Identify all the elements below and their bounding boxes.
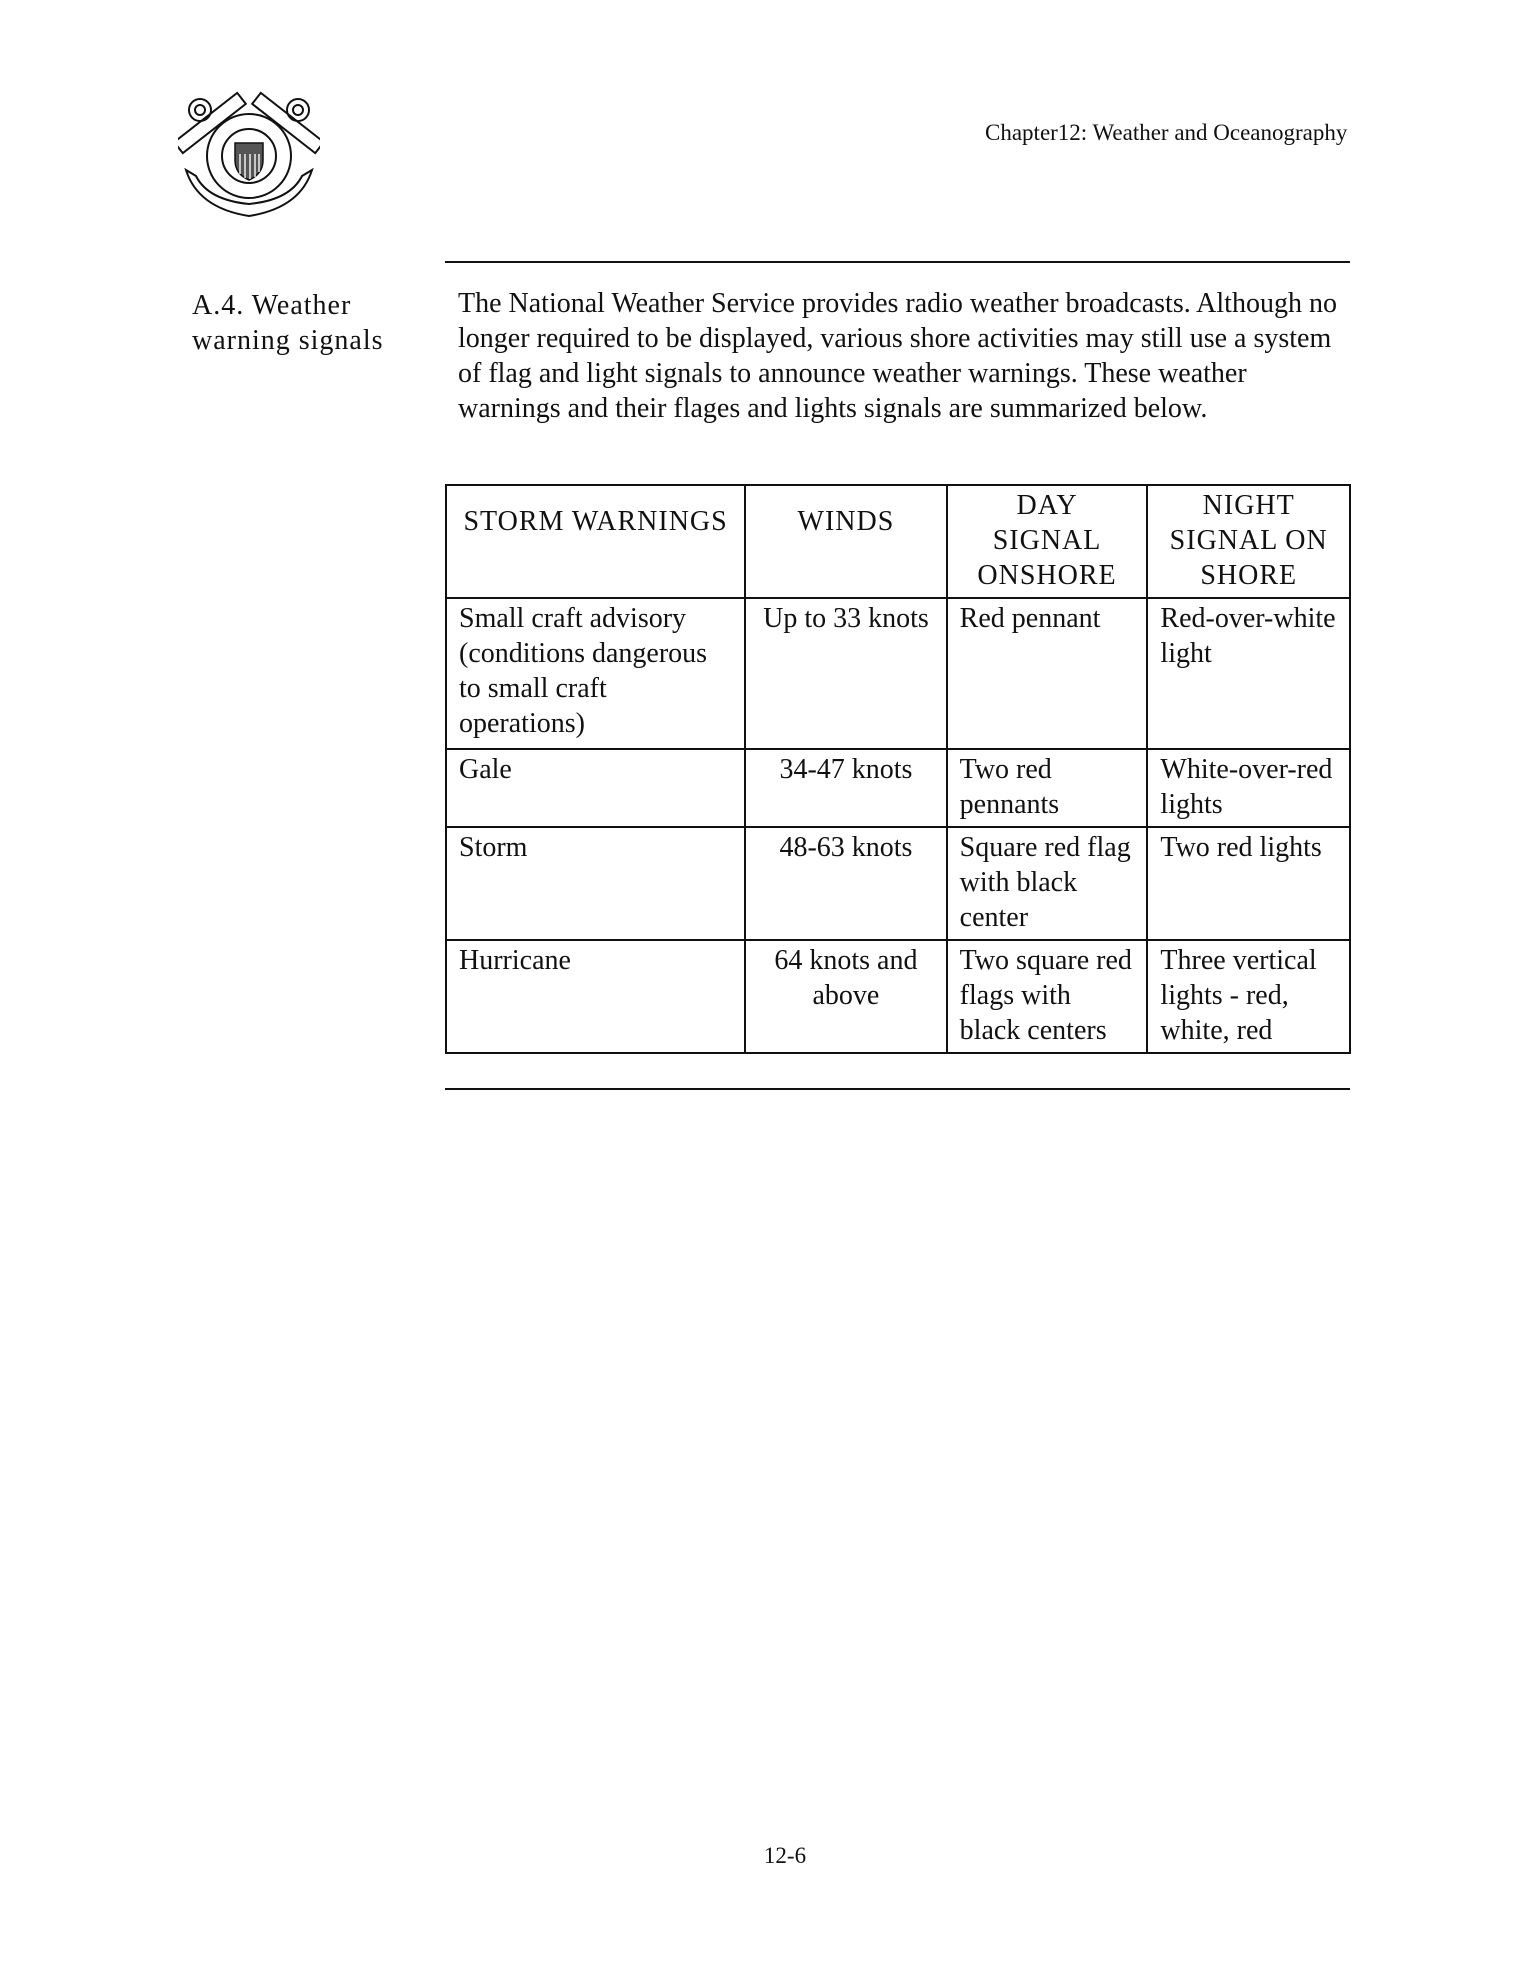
table-cell: Gale	[446, 749, 745, 827]
table-row	[446, 940, 1350, 1053]
table-cell: Square red flag with black center	[947, 827, 1148, 940]
bottom-divider	[445, 1088, 1350, 1090]
table-row	[446, 827, 1350, 940]
storm-warnings-table	[445, 484, 1351, 1054]
section-heading	[192, 288, 412, 358]
table-cell: Hurricane	[446, 940, 745, 1053]
table-cell: Red pennant	[947, 598, 1148, 749]
table-cell: 64 knots and above	[745, 940, 946, 1053]
chapter-title: Chapter12: Weather and Oceanography	[985, 120, 1348, 145]
table-cell: Up to 33 knots	[745, 598, 946, 749]
table-cell: Red-over-white light	[1147, 598, 1350, 749]
column-header: WINDS	[745, 485, 946, 598]
page-number: 12-6	[763, 1843, 807, 1868]
table-row	[446, 749, 1350, 827]
top-divider	[445, 261, 1350, 263]
table-cell: Three vertical lights - red, white, red	[1147, 940, 1350, 1053]
table-cell: 34-47 knots	[745, 749, 946, 827]
intro-paragraph: The National Weather Service provides radio weather broadcasts. Although no longer required to be displayed, various shore activities may still use a system of flag and light signals to announce weather warnings. These weather warnings and their flages and lights signals are summarized below.	[458, 288, 1337, 424]
table-row	[446, 598, 1350, 749]
table-header-row	[446, 485, 1350, 598]
table-cell: Two square red flags with black centers	[947, 940, 1148, 1053]
table-cell: White-over-red lights	[1147, 749, 1350, 827]
section-heading-text: A.4. Weather warning signals	[192, 290, 384, 356]
table-cell: 48-63 knots	[745, 827, 946, 940]
table-cell: Two red pennants	[947, 749, 1148, 827]
table-cell: Storm	[446, 827, 745, 940]
table-cell: Small craft advisory (conditions dangerous to small craft operations)	[446, 598, 745, 749]
column-header: DAY SIGNAL ONSHORE	[947, 485, 1148, 598]
coast-guard-seal-logo	[178, 88, 320, 223]
table-cell: Two red lights	[1147, 827, 1350, 940]
column-header: NIGHT SIGNAL ON SHORE	[1147, 485, 1350, 598]
column-header: STORM WARNINGS	[446, 485, 745, 598]
